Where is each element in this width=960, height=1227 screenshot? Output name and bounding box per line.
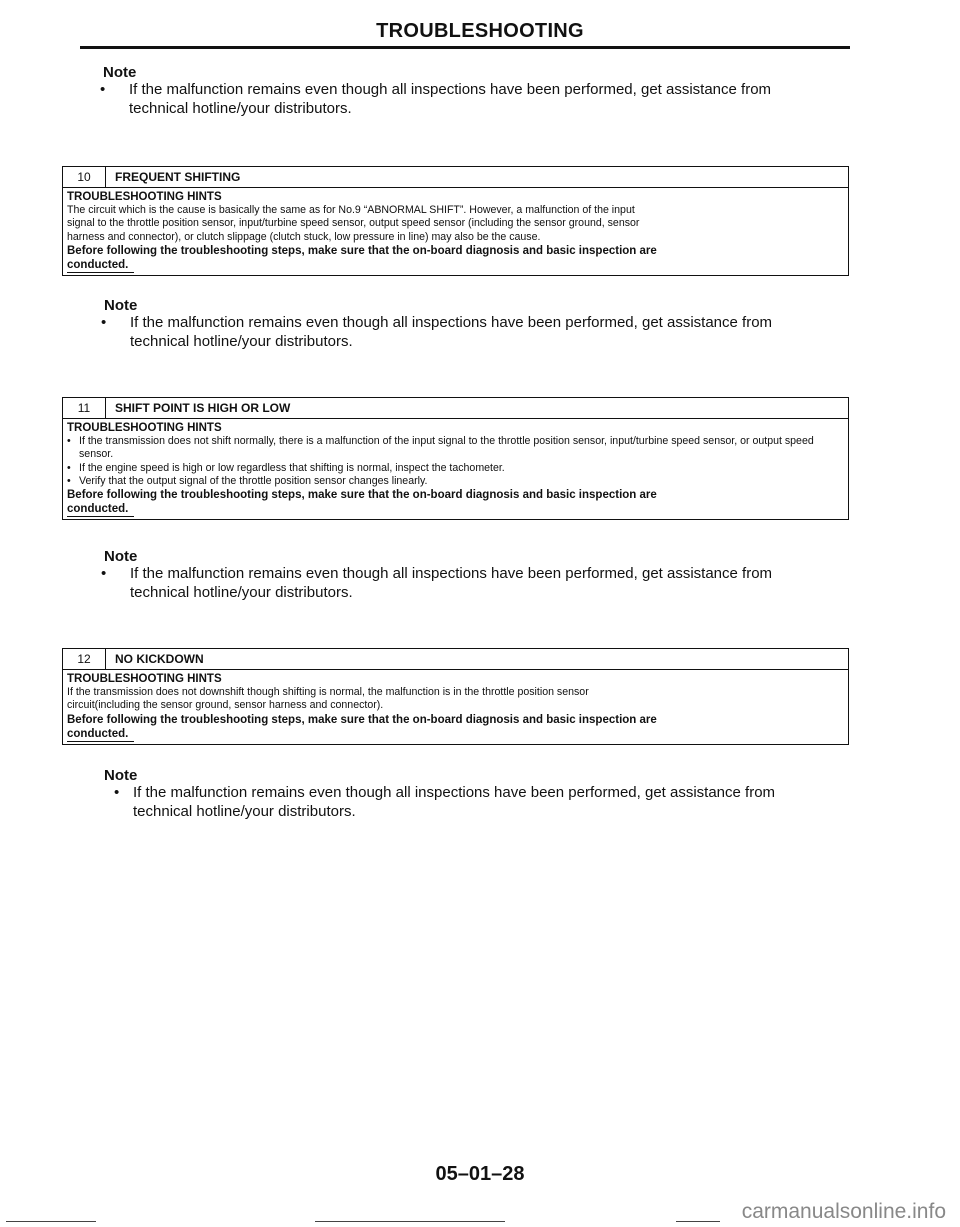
precondition-text	[67, 244, 844, 273]
box-header	[63, 649, 848, 670]
section-title: SHIFT POINT IS HIGH OR LOW	[115, 401, 291, 415]
precondition-text	[67, 488, 844, 517]
bullet-icon: •	[67, 435, 71, 448]
footer-rule	[676, 1221, 720, 1222]
note-line-2: technical hotline/your distributors.	[129, 100, 352, 117]
footer-rule	[6, 1221, 96, 1222]
box-header	[63, 167, 848, 188]
note-title: Note	[104, 767, 138, 784]
precondition-line-1: Before following the troubleshooting steps, make sure that the on-board diagnosis and basic inspection are	[67, 713, 657, 726]
note-line-2: technical hotline/your distributors.	[133, 803, 356, 820]
note-line-1: If the malfunction remains even though all inspections have been performed, get assistance from	[133, 784, 776, 801]
troubleshooting-box-12	[62, 648, 849, 745]
watermark: carmanualsonline.info	[741, 1200, 946, 1223]
hints-label: TROUBLESHOOTING HINTS	[67, 422, 222, 434]
precondition-line-1: Before following the troubleshooting steps, make sure that the on-board diagnosis and basic inspection are	[67, 244, 657, 257]
precondition-line-1: Before following the troubleshooting steps, make sure that the on-board diagnosis and basic inspection are	[67, 489, 657, 502]
footer-rule	[315, 1221, 505, 1222]
hint-line: If the transmission does not downshift though shifting is normal, the malfunction is in the throttle position sensor	[67, 686, 589, 699]
bullet-icon: •	[114, 784, 120, 801]
note-line-2: technical hotline/your distributors.	[130, 584, 353, 601]
bullet-icon: •	[67, 474, 71, 487]
bullet-icon: •	[67, 461, 71, 474]
hint-line: signal to the throttle position sensor, input/turbine speed sensor, output speed sensor (including the sensor ground, sensor	[67, 217, 640, 230]
note-title: Note	[104, 548, 138, 565]
note-title: Note	[103, 64, 137, 81]
hint-bullet: • Verify that the output signal of the throttle position sensor changes linearly.	[67, 474, 428, 487]
section-number: 11	[63, 398, 106, 418]
hints-label: TROUBLESHOOTING HINTS	[67, 673, 222, 685]
note-line-2: technical hotline/your distributors.	[130, 333, 353, 350]
page-number: 05–01–28	[435, 1163, 525, 1185]
precondition-line-2: conducted.	[67, 502, 134, 517]
note-title: Note	[104, 297, 138, 314]
section-title: NO KICKDOWN	[115, 652, 204, 666]
box-header	[63, 398, 848, 419]
precondition-line-2: conducted.	[67, 727, 134, 742]
page-title: TROUBLESHOOTING	[376, 20, 584, 42]
hints-label: TROUBLESHOOTING HINTS	[67, 191, 222, 203]
note-line-1: If the malfunction remains even though all inspections have been performed, get assistance from	[129, 81, 772, 98]
bullet-icon: •	[100, 81, 106, 98]
bullet-icon: •	[101, 565, 107, 582]
troubleshooting-box-11	[62, 397, 849, 520]
hint-line: harness and connector), or clutch slippage (clutch stuck, low pressure in line) may also be the cause.	[67, 230, 541, 243]
box-body	[63, 188, 848, 275]
troubleshooting-box-10	[62, 166, 849, 276]
hint-bullet: • If the transmission does not shift normally, there is a malfunction of the input signal to the throttle position sensor, input/turbine speed sensor, or output speed sensor.	[67, 435, 814, 461]
section-title: FREQUENT SHIFTING	[115, 170, 241, 184]
box-body	[63, 670, 848, 744]
note-line-1: If the malfunction remains even though all inspections have been performed, get assistance from	[130, 565, 773, 582]
header-rule	[80, 46, 850, 49]
section-number: 10	[63, 167, 106, 187]
bullet-icon: •	[101, 314, 107, 331]
hint-line: The circuit which is the cause is basically the same as for No.9 “ABNORMAL SHIFT”. However, a malfunction of the input	[67, 204, 635, 217]
note-line-1: If the malfunction remains even though all inspections have been performed, get assistance from	[130, 314, 773, 331]
section-number: 12	[63, 649, 106, 669]
box-body	[63, 419, 848, 519]
hint-bullet: • If the engine speed is high or low regardless that shifting is normal, inspect the tachometer.	[67, 461, 505, 474]
hint-line: circuit(including the sensor ground, sensor harness and connector).	[67, 699, 384, 712]
precondition-line-2: conducted.	[67, 258, 134, 273]
precondition-text	[67, 713, 844, 742]
